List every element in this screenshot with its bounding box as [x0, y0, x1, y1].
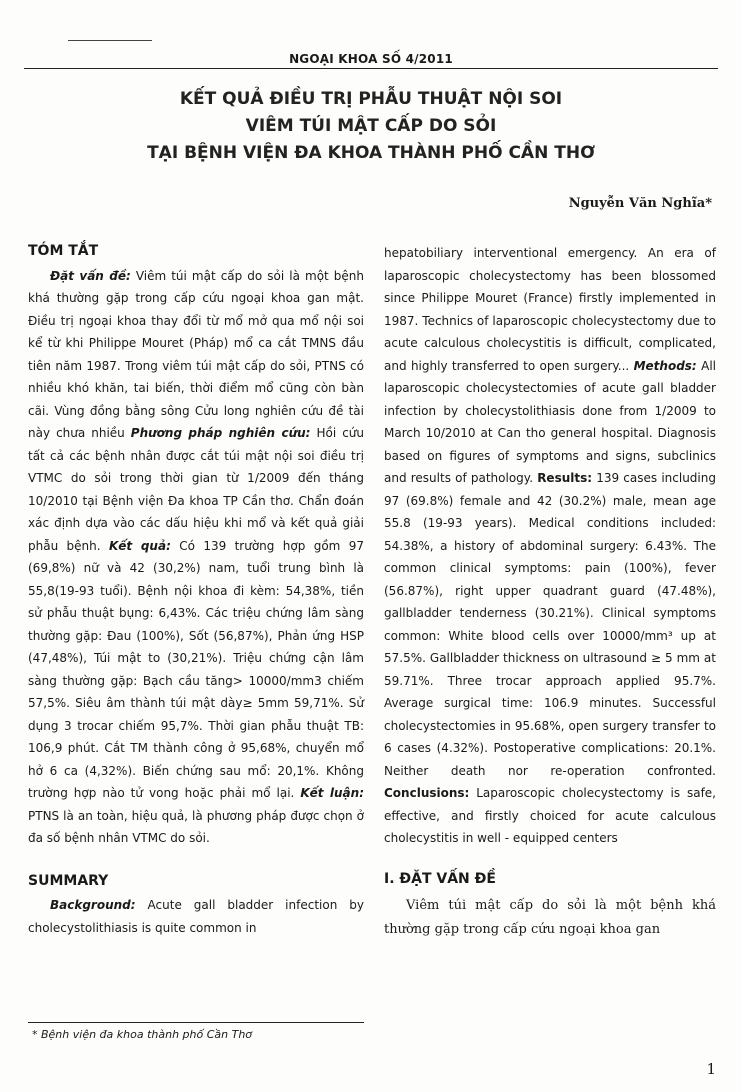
right-column — [384, 242, 716, 942]
intro-text: Viêm túi mật cấp do sỏi là một bệnh khá thường gặp trong cấp cứu ngoại khoa gan — [384, 898, 716, 937]
conclusions-text: Laparoscopic cholecystectomy is safe, effective, and firstly choiced for acute calculous cholecystitis in well - equipped centers — [384, 786, 716, 845]
affiliation-footnote: * Bệnh viện đa khoa thành phố Cần Thơ — [32, 1028, 253, 1041]
label-methods: Methods: — [633, 358, 697, 373]
footnote-divider — [28, 1022, 364, 1023]
journal-header: NGOẠI KHOA SỐ 4/2011 — [289, 52, 453, 66]
ket-luan-text: PTNS là an toàn, hiệu quả, là phương pháp được chọn ở đa số bệnh nhân VTMC do sỏi. — [28, 808, 364, 845]
title-line-1: KẾT QUẢ ĐIỀU TRỊ PHẪU THUẬT NỘI SOI — [179, 89, 563, 109]
phuong-phap-text: Hồi cứu tất cả các bệnh nhân được cắt túi mật nội soi điều trị VTMC do sỏi trong thời gian từ 1/2009 đến tháng 10/2010 tại Bệnh viện Đa khoa TP Cần thơ. Chẩn đoán xác định dựa vào các dấu hiệu khi mổ và kết quả giải phẫu bệnh. — [28, 426, 364, 553]
dat-van-de-text: Viêm túi mật cấp do sỏi là một bệnh khá thường gặp trong cấp cứu ngoại khoa gan mật. Điều trị ngoại khoa thay đổi từ mổ mở qua mổ nội soi kể từ khi Philippe Mouret (Pháp) mổ ca cắt TMNS đầu tiên năm 1987. Trong viêm túi mật cấp do sỏi, PTNS có nhiều khó khăn, tai biến, thời điểm mổ cũng còn bàn cãi. Vùng đồng bằng sông Cửu long nghiên cứu đề tài này chưa nhiều — [28, 268, 364, 440]
article-title — [30, 86, 712, 167]
author-name: Nguyễn Văn Nghĩa* — [568, 196, 712, 211]
label-results: Results: — [537, 471, 593, 485]
methods-text: All laparoscopic cholecystectomies of acute gall bladder infection by cholecystolithiasis done from 1/2009 to March 10/2010 at Can tho general hospital. Diagnosis based on figures of symptoms and signs, subclinics and results of pathology. — [384, 358, 716, 485]
background-text-cont: hepatobiliary interventional emergency. An era of laparoscopic cholecystectomy has been blossomed since Philippe Mouret (France) firstly implemented in 1987. Technics of laparoscopic cholecystectomy due to acute calculous cholecystitis is difficult, complicated, and highly transferred to open surgery... — [384, 246, 716, 373]
title-line-3: TẠI BỆNH VIỆN ĐA KHOA THÀNH PHỐ CẦN THƠ — [147, 143, 595, 163]
left-column — [28, 240, 364, 939]
ket-qua-text: Có 139 trường hợp gồm 97 (69,8%) nữ và 42 (30,2%) nam, tuổi trung bình là 55,8(19-93 tuổi). Bệnh nội khoa đi kèm: 54,38%, tiền sử phẫu thuật bụng: 6,43%. Các triệu chứng lâm sàng thường gặp: Đau (100%), Sốt (56,87%), Phản ứng HSP (47,48%), Túi mật to (30,21%). Triệu chứng cận lâm sàng thường gặp: Bạch cầu tăng> 10000/mm3 chiếm 57,5%. Siêu âm thành túi mật dày≥ 5mm 59,71%. Sử dụng 3 trocar chiếm 95,7%. Thời gian phẫu thuật TB: 106,9 phút. Cắt TM thành công ở 95,68%, chuyển mổ hở 6 ca (4,32%). Biến chứng sau mổ: 20,1%. Không trường hợp nào tử vong hoặc phải mổ lại. — [28, 538, 364, 800]
title-line-2: VIÊM TÚI MẬT CẤP DO SỎI — [245, 116, 497, 136]
intro-heading: I. ĐẶT VẤN ĐỀ — [384, 870, 496, 887]
tomtat-body — [28, 265, 364, 850]
label-conclusions: Conclusions: — [384, 786, 470, 800]
results-text: 139 cases including 97 (69.8%) female and 42 (30.2%) male, mean age 55.8 (19-93 years). Medical conditions included: 54.38%, a history of abdominal surgery: 6.43%. The common clinical symptoms: pain (100%), fever (56.87%), right upper quadrant guard (47.48%), gallbladder tenderness (30.21%). Clinical symptoms common: White blood cells over 10000/mm³ up at 57.5%. Gallbladder thickness on ultrasound ≥ 5 mm at 59.71%. Three trocar approach applied 95.7%. Average surgical time: 106.9 minutes. Successful cholecystectomies in 95.68%, open surgery transfer to 6 cases (4.32%). Postoperative complications: 20.1%. Neither death nor re-operation confronted. — [384, 471, 716, 778]
label-phuong-phap: Phương pháp nghiên cứu: — [130, 426, 311, 440]
tomtat-heading: TÓM TẮT — [28, 243, 99, 259]
label-ket-qua: Kết quả: — [108, 538, 171, 553]
summary-heading: SUMMARY — [28, 872, 109, 889]
background-text-start: Acute gall bladder infection by cholecystolithiasis is quite common in — [28, 898, 364, 935]
summary-background — [28, 894, 364, 939]
page-number: 1 — [706, 1060, 716, 1078]
summary-body — [384, 242, 716, 850]
top-decor-line — [68, 40, 152, 41]
header-divider — [24, 68, 718, 69]
label-dat-van-de: Đặt vấn đề: — [50, 268, 131, 283]
label-background: Background: — [50, 898, 136, 912]
label-ket-luan: Kết luận: — [300, 786, 364, 800]
